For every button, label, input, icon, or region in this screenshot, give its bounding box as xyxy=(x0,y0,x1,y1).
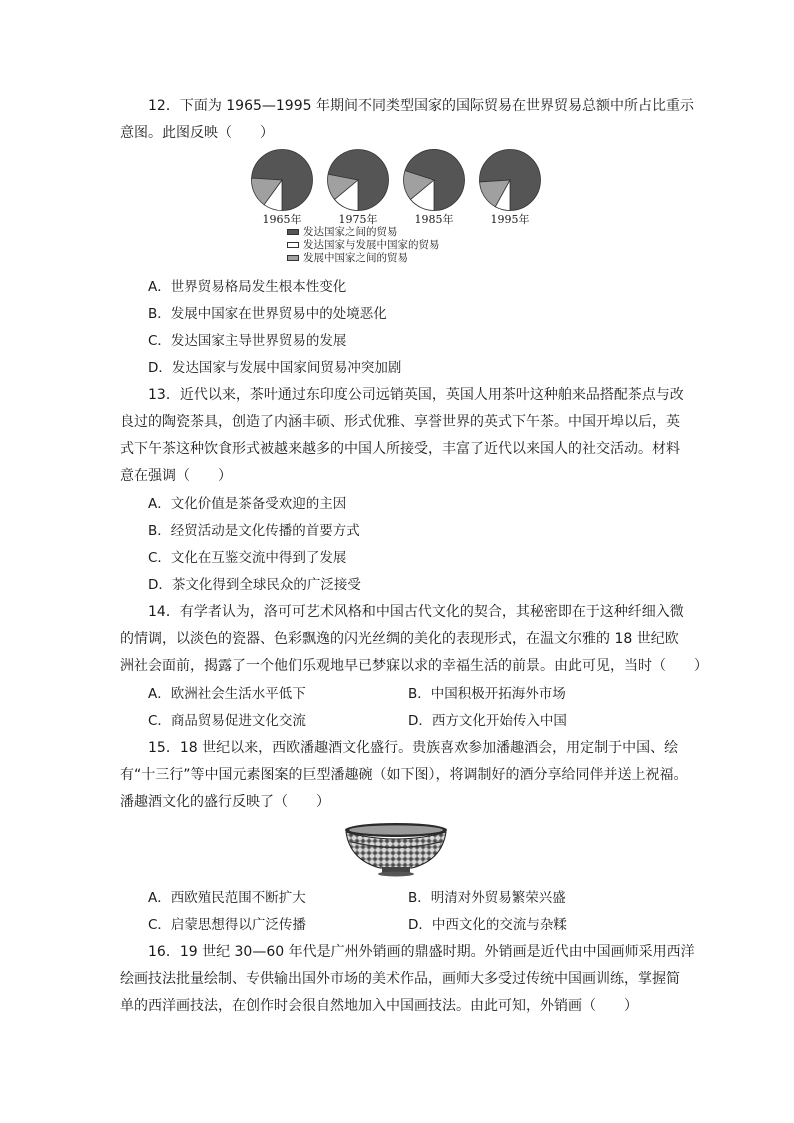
q14-option-c[interactable]: C．商品贸易促进文化交流 xyxy=(148,713,306,729)
punch-bowl-image xyxy=(342,820,450,880)
q12-stem-line1: 12．下面为 1965—1995 年期间不同类型国家的国际贸易在世界贸易总额中所占比重示 xyxy=(148,98,694,114)
pie-label-1965: 1965年 xyxy=(262,213,302,226)
q14-line1: 14．有学者认为，洛可可艺术风格和中国古代文化的契合，其秘密即在于这种纤细入微 xyxy=(148,604,684,620)
q13-option-a[interactable]: A．文化价值是茶备受欢迎的主因 xyxy=(148,496,347,512)
punch-bowl-drawing xyxy=(342,820,450,880)
q16-line1: 16．19 世纪 30—60 年代是广州外销画的鼎盛时期。外销画是近代由中国画师采用西洋 xyxy=(148,944,695,960)
q13-option-c[interactable]: C．文化在互鉴交流中得到了发展 xyxy=(148,550,347,566)
legend-label-developing: 发展中国家之间的贸易 xyxy=(303,252,408,264)
q15-option-b[interactable]: B．明清对外贸易繁荣兴盛 xyxy=(408,890,566,906)
pie-svg-1975 xyxy=(326,148,390,212)
pie-svg-1985 xyxy=(402,148,466,212)
q15-option-a[interactable]: A．西欧殖民范围不断扩大 xyxy=(148,890,306,906)
q15-option-d[interactable]: D．中西文化的交流与杂糅 xyxy=(408,917,567,933)
legend-item-developed xyxy=(287,226,547,239)
pie-label-1985: 1985年 xyxy=(414,213,454,226)
q12-option-c[interactable]: C．发达国家主导世界贸易的发展 xyxy=(148,333,347,349)
q13-option-b[interactable]: B．经贸活动是文化传播的首要方式 xyxy=(148,523,360,539)
legend-label-developed: 发达国家之间的贸易 xyxy=(303,226,398,238)
q12-stem-line2: 意图。此图反映（ ） xyxy=(120,125,274,141)
q13-line1: 13．近代以来，茶叶通过东印度公司远销英国，英国人用茶叶这种舶来品搭配茶点与改 xyxy=(148,387,684,403)
q14-line2: 的情调，以淡色的瓷器、色彩飘逸的闪光丝绸的美化的表现形式，在温文尔雅的 18 世纪欧 xyxy=(120,631,679,647)
legend-swatch-developed xyxy=(287,229,299,235)
q14-option-d[interactable]: D．西方文化开始传入中国 xyxy=(408,713,567,729)
pie-svg-1995 xyxy=(478,148,542,212)
pie-chart-1975 xyxy=(326,148,390,226)
q13-line4: 意在强调（ ） xyxy=(120,468,232,484)
q14-option-b[interactable]: B．中国积极开拓海外市场 xyxy=(408,686,566,702)
legend-item-developing xyxy=(287,252,547,265)
legend-item-mixed xyxy=(287,239,547,252)
q12-option-b[interactable]: B．发展中国家在世界贸易中的处境恶化 xyxy=(148,306,387,322)
q12-option-d[interactable]: D．发达国家与发展中国家间贸易冲突加剧 xyxy=(148,360,402,376)
legend-label-mixed: 发达国家与发展中国家的贸易 xyxy=(303,239,440,251)
q15-line1: 15．18 世纪以来，西欧潘趣酒文化盛行。贵族喜欢参加潘趣酒会，用定制于中国、绘 xyxy=(148,740,679,756)
q15-line2: 有“十三行”等中国元素图案的巨型潘趣碗（如下图），将调制好的酒分享给同伴并送上祝福。 xyxy=(120,767,688,783)
q16-line3: 单的西洋画技法，在创作时会很自然地加入中国画技法。由此可知，外销画（ ） xyxy=(120,998,638,1014)
pie-label-1975: 1975年 xyxy=(338,213,378,226)
q13-line2: 良过的陶瓷茶具，创造了内涵丰硕、形式优雅、享誉世界的英式下午茶。中国开埠以后，英 xyxy=(120,414,680,430)
q14-line3: 洲社会面前，揭露了一个他们乐观地早已梦寐以求的幸福生活的前景。由此可见，当时（ ） xyxy=(120,658,708,674)
legend-swatch-developing xyxy=(287,255,299,261)
q16-line2: 绘画技法批量绘制、专供输出国外市场的美术作品，画师大多受过传统中国画训练，掌握简 xyxy=(120,971,680,987)
pie-label-1995: 1995年 xyxy=(490,213,530,226)
q13-option-d[interactable]: D．茶文化得到全球民众的广泛接受 xyxy=(148,577,361,593)
q13-line3: 式下午茶这种饮食形式被越来越多的中国人所接受，丰富了近代以来国人的社交活动。材料 xyxy=(120,441,680,457)
q12-option-a[interactable]: A．世界贸易格局发生根本性变化 xyxy=(148,279,347,295)
q14-option-a[interactable]: A．欧洲社会生活水平低下 xyxy=(148,686,306,702)
pie-legend xyxy=(287,226,547,265)
q15-option-c[interactable]: C．启蒙思想得以广泛传播 xyxy=(148,917,306,933)
q15-line3: 潘趣酒文化的盛行反映了（ ） xyxy=(120,794,330,810)
pie-chart-1995 xyxy=(478,148,542,226)
pie-chart-1965 xyxy=(250,148,314,226)
pie-svg-1965 xyxy=(250,148,314,212)
pie-chart-1985 xyxy=(402,148,466,226)
legend-swatch-mixed xyxy=(287,242,299,248)
